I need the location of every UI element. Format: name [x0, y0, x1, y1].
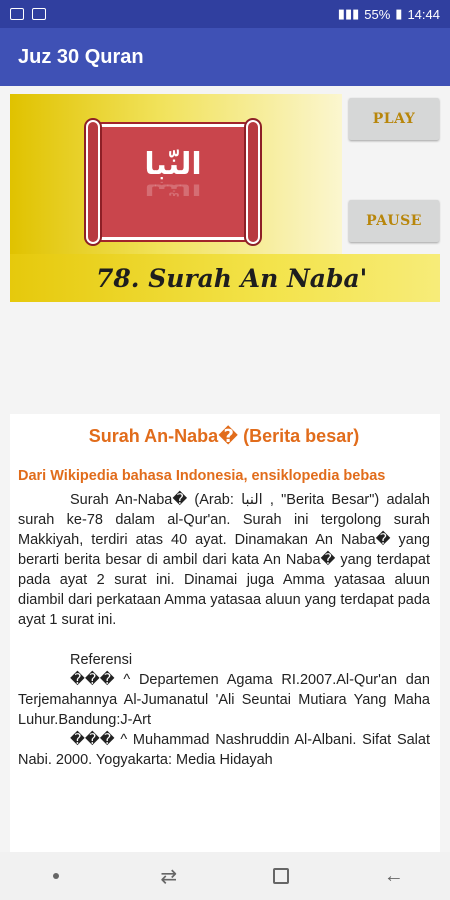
status-right: [338, 6, 440, 22]
article-source: Dari Wikipedia bahasa Indonesia, ensiklopedia bebas: [18, 468, 386, 484]
nav-dot-button[interactable]: [26, 856, 86, 896]
recent-apps-button[interactable]: [139, 856, 199, 896]
notification-icons: [10, 8, 46, 20]
reference-item-1: ��� ^ Departemen Agama RI.2007.Al-Qur'an dan Terjemahannya Al-Jumanatul 'Ali Seuntai Mutiara Yang Maha Luhur.Bandung:J-Art: [18, 672, 430, 728]
message-notification-icon: [32, 8, 46, 20]
scroll-emblem: [86, 118, 260, 246]
battery-level: 55%: [364, 6, 391, 22]
arabic-surah-name: النّبا: [144, 146, 202, 182]
system-navigation-bar: [0, 852, 450, 900]
references-heading: Referensi: [70, 652, 133, 668]
back-icon: ←: [383, 864, 404, 887]
home-button[interactable]: [251, 856, 311, 896]
status-bar: [0, 0, 450, 28]
reference-item-2: ��� ^ Muhammad Nashruddin Al-Albani. Sifat Salat Nabi. 2000. Yogyakarta: Media Hidayah: [18, 732, 430, 768]
article-paragraph: Surah An-Naba� (Arab: النبا , "Berita Besar") adalah surah ke-78 dalam al-Qur'an. Surah ini tergolong surah Makkiyah, terdiri atas 40 ayat. Dinamakan An Naba� yang berarti berita besar di ambil dari kata An Naba� yang terdapat pada ayat 2 surat ini. Dinamai juga Amma yatasaa aluun diambil dari perkataan Amma yatasaa aluun yang terdapat pada ayat 1 surat ini.: [18, 492, 430, 628]
banner-title: 78. Surah An Naba': [96, 263, 368, 293]
image-notification-icon: [10, 8, 24, 20]
spacer: [18, 630, 430, 650]
back-button[interactable]: [364, 856, 424, 896]
recent-apps-icon: ⇄: [160, 865, 178, 888]
pause-button[interactable]: PAUSE: [349, 200, 439, 242]
play-button[interactable]: PLAY: [349, 98, 439, 140]
app-title: Juz 30 Quran: [18, 45, 144, 68]
dot-icon: [53, 873, 59, 879]
app-bar: [0, 28, 450, 86]
article-card: [10, 414, 440, 854]
home-icon: [273, 868, 289, 884]
battery-icon: ▮: [395, 6, 403, 21]
signal-icon: ▮▮▮: [337, 6, 360, 21]
article-title: Surah An-Naba� (Berita besar): [88, 426, 360, 446]
clock: 14:44: [407, 6, 440, 22]
arabic-reflection: النّبا: [144, 180, 202, 198]
